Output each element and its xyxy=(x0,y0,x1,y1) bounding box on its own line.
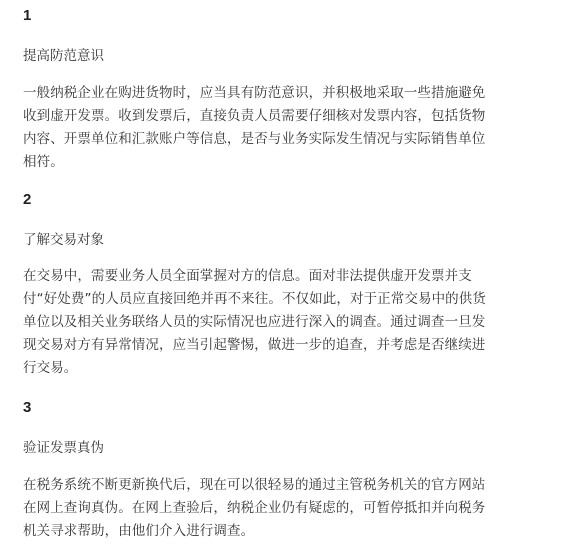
section-paragraph-1 xyxy=(23,82,543,174)
section-number-2: 2 xyxy=(23,191,32,208)
section-heading-1: 提高防范意识 xyxy=(23,48,104,64)
paragraph-line: 在网上查询真伪。在网上查验后，纳税企业仍有疑虑的，可暂停抵扣并向税务 xyxy=(23,500,486,516)
paragraph-line: 内容、开票单位和汇款账户等信息，是否与业务实际发生情况与实际销售单位 xyxy=(23,131,486,147)
section-heading-3: 验证发票真伪 xyxy=(23,440,104,456)
section-number-3: 3 xyxy=(23,399,32,416)
section-heading-2: 了解交易对象 xyxy=(23,232,104,248)
paragraph-line: 收到虚开发票。收到发票后，直接负责人员需要仔细核对发票内容，包括货物 xyxy=(23,108,486,124)
section-number-1: 1 xyxy=(23,7,32,24)
section-paragraph-2 xyxy=(23,265,543,380)
paragraph-line: 在税务系统不断更新换代后，现在可以很轻易的通过主管税务机关的官方网站 xyxy=(23,477,486,493)
paragraph-line: 相符。 xyxy=(23,154,64,170)
paragraph-line: 机关寻求帮助，由他们介入进行调查。 xyxy=(23,523,255,539)
paragraph-line: 行交易。 xyxy=(23,360,78,376)
paragraph-line: 在交易中，需要业务人员全面掌握对方的信息。面对非法提供虚开发票并支 xyxy=(23,268,472,284)
paragraph-line: 单位以及相关业务联络人员的实际情况也应进行深入的调查。通过调查一旦发 xyxy=(23,314,486,330)
paragraph-line: 现交易对方有异常情况，应当引起警惕，做进一步的追查，并考虑是否继续进 xyxy=(23,337,486,353)
section-paragraph-3 xyxy=(23,474,543,543)
paragraph-line: 付“好处费”的人员应直接回绝并再不来往。不仅如此，对于正常交易中的供货 xyxy=(23,291,486,307)
paragraph-line: 一般纳税企业在购进货物时，应当具有防范意识，并积极地采取一些措施避免 xyxy=(23,85,486,101)
